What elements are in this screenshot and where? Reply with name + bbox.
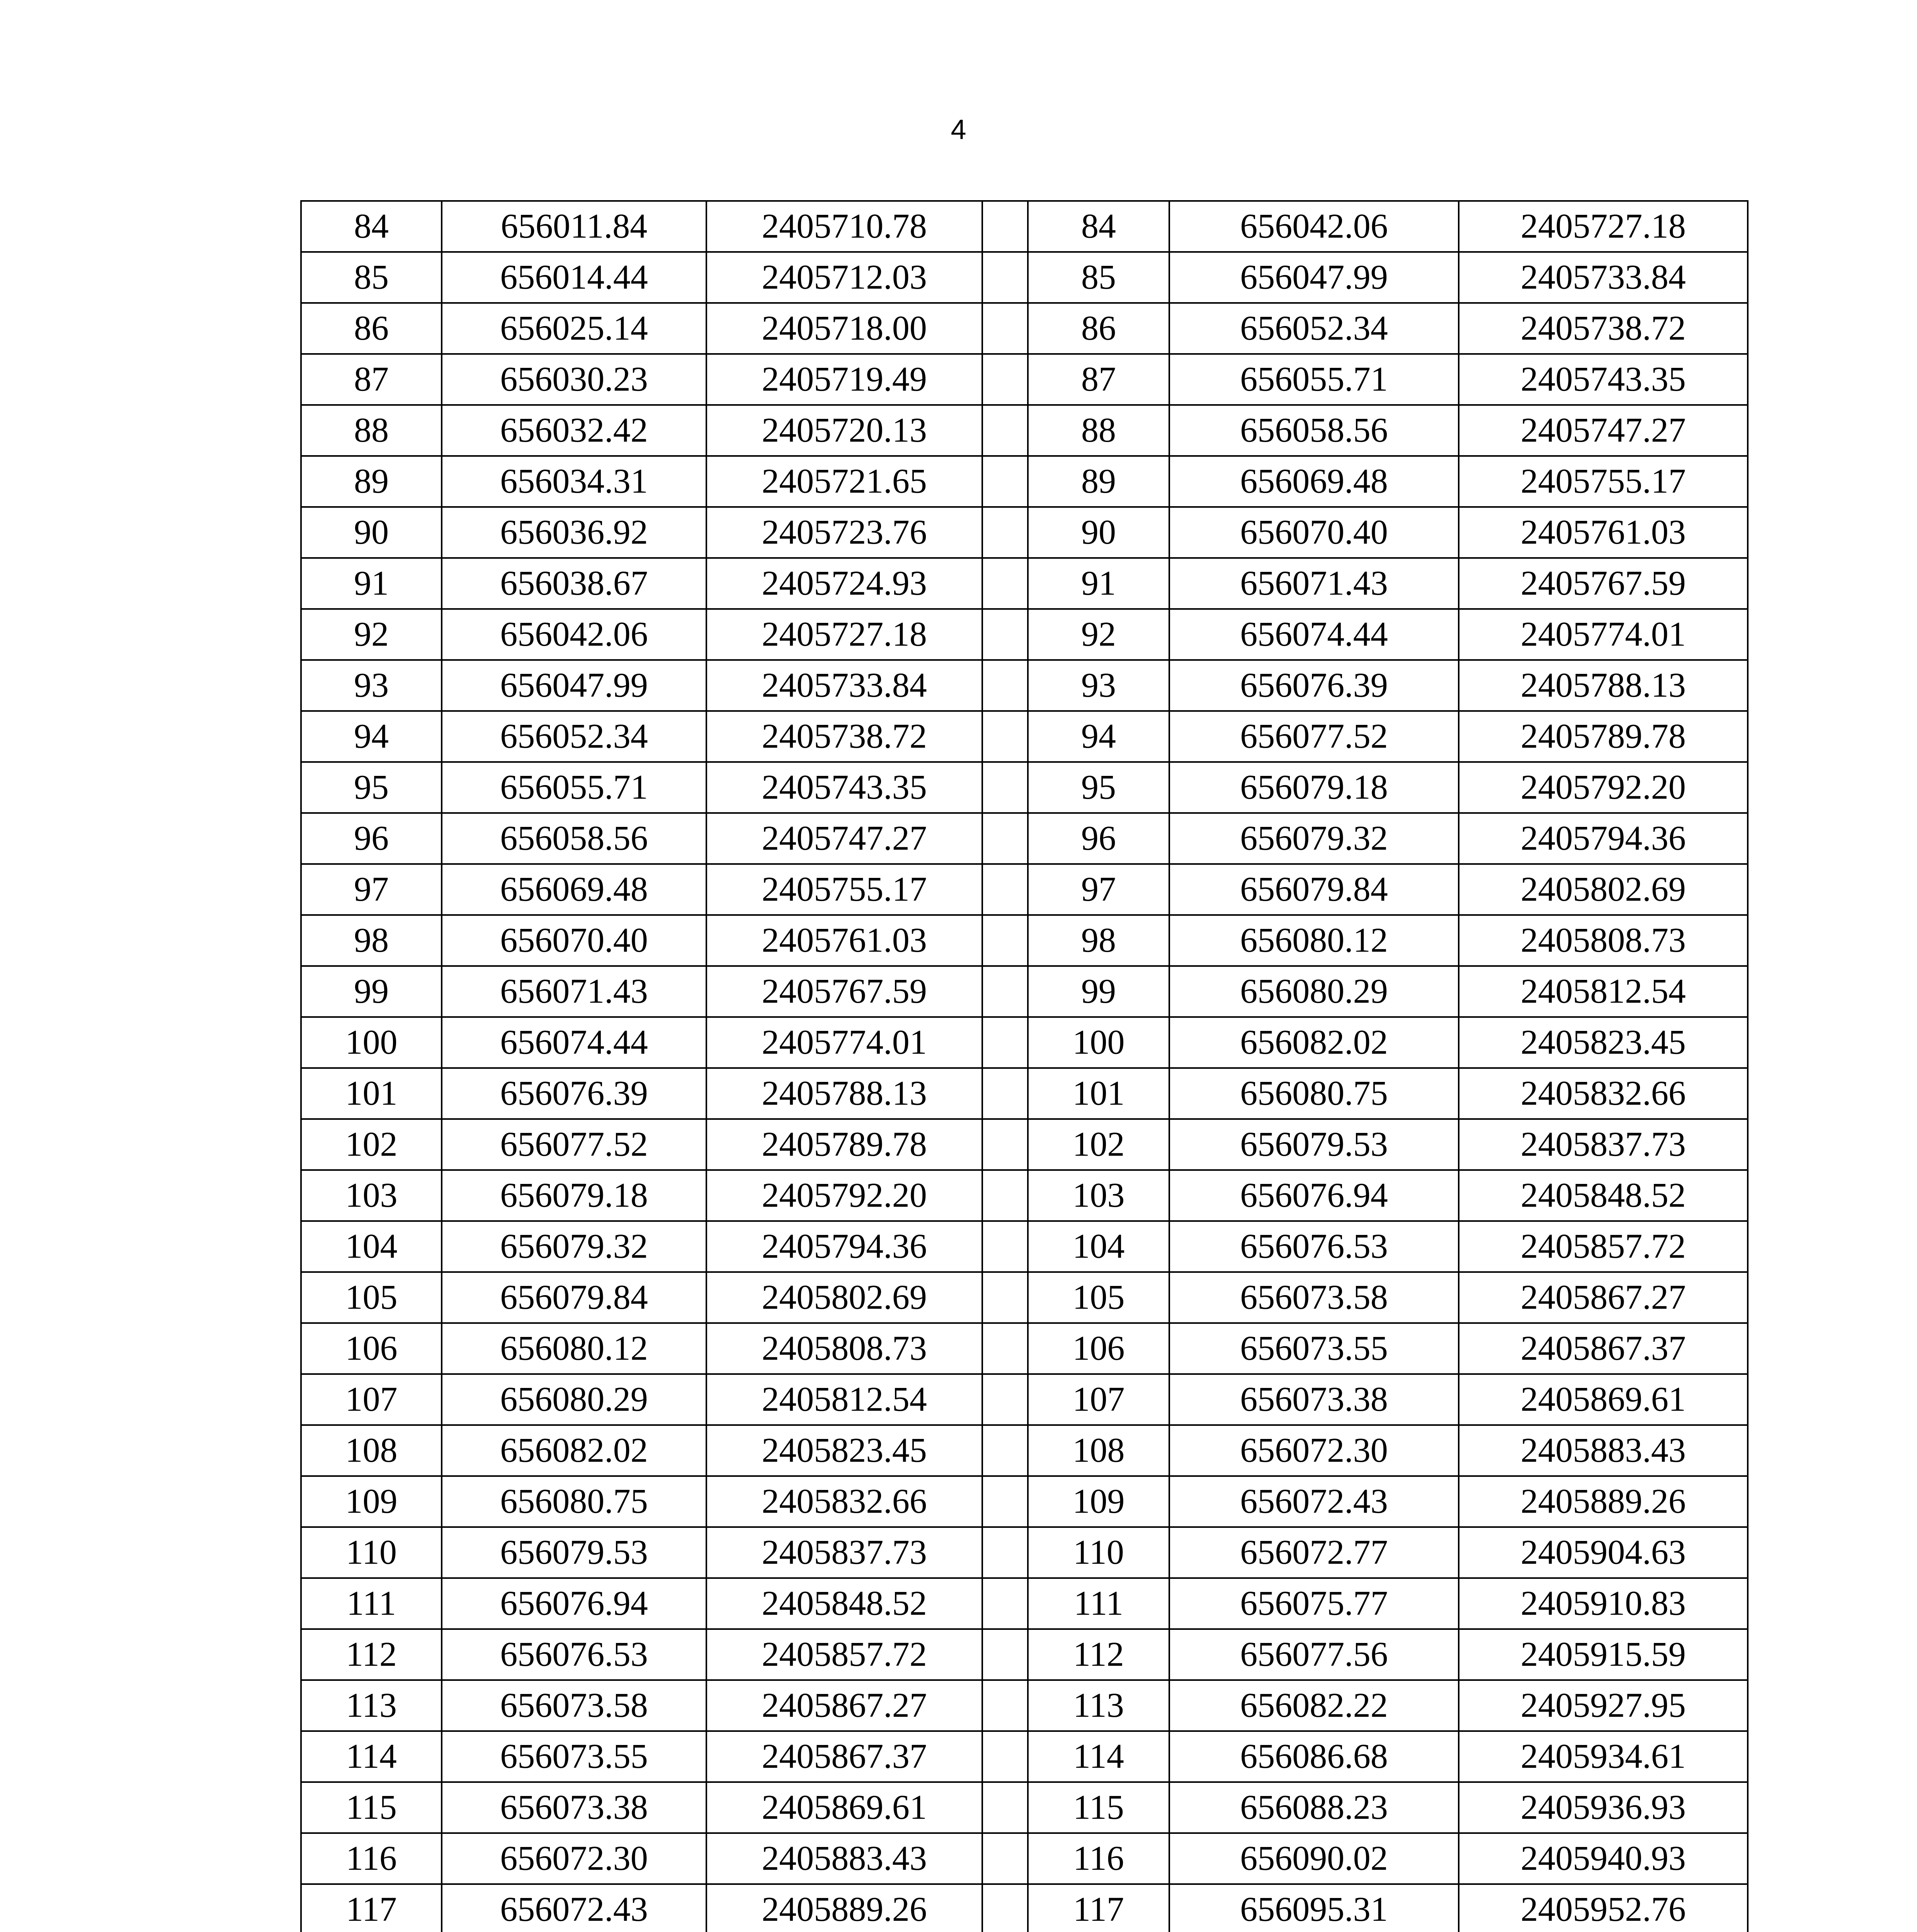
right-x-coordinate-cell: 656076.53 bbox=[1169, 1221, 1459, 1272]
left-point-number-cell: 93 bbox=[301, 660, 442, 711]
right-point-number-cell: 87 bbox=[1028, 354, 1169, 405]
right-x-coordinate-cell: 656080.12 bbox=[1169, 915, 1459, 966]
right-x-coordinate-cell: 656042.06 bbox=[1169, 201, 1459, 252]
left-x-coordinate-cell: 656079.32 bbox=[442, 1221, 706, 1272]
left-point-number-cell: 110 bbox=[301, 1527, 442, 1578]
left-y-coordinate-cell: 2405837.73 bbox=[706, 1527, 982, 1578]
left-x-coordinate-cell: 656079.53 bbox=[442, 1527, 706, 1578]
left-point-number-cell: 90 bbox=[301, 507, 442, 558]
right-y-coordinate-cell: 2405794.36 bbox=[1459, 813, 1748, 864]
right-x-coordinate-cell: 656076.39 bbox=[1169, 660, 1459, 711]
coordinate-table-body bbox=[301, 201, 1748, 1932]
left-point-number-cell: 91 bbox=[301, 558, 442, 609]
table-row bbox=[301, 1476, 1748, 1527]
left-point-number-cell: 114 bbox=[301, 1731, 442, 1782]
right-y-coordinate-cell: 2405934.61 bbox=[1459, 1731, 1748, 1782]
separator-cell bbox=[982, 1425, 1028, 1476]
left-point-number-cell: 104 bbox=[301, 1221, 442, 1272]
right-x-coordinate-cell: 656058.56 bbox=[1169, 405, 1459, 456]
table-row bbox=[301, 201, 1748, 252]
right-point-number-cell: 109 bbox=[1028, 1476, 1169, 1527]
right-x-coordinate-cell: 656077.56 bbox=[1169, 1629, 1459, 1680]
separator-cell bbox=[982, 762, 1028, 813]
separator-cell bbox=[982, 864, 1028, 915]
left-point-number-cell: 99 bbox=[301, 966, 442, 1017]
right-x-coordinate-cell: 656055.71 bbox=[1169, 354, 1459, 405]
table-row bbox=[301, 1578, 1748, 1629]
left-y-coordinate-cell: 2405710.78 bbox=[706, 201, 982, 252]
left-x-coordinate-cell: 656032.42 bbox=[442, 405, 706, 456]
right-x-coordinate-cell: 656047.99 bbox=[1169, 252, 1459, 303]
right-point-number-cell: 110 bbox=[1028, 1527, 1169, 1578]
right-y-coordinate-cell: 2405788.13 bbox=[1459, 660, 1748, 711]
right-y-coordinate-cell: 2405743.35 bbox=[1459, 354, 1748, 405]
left-x-coordinate-cell: 656058.56 bbox=[442, 813, 706, 864]
left-point-number-cell: 116 bbox=[301, 1833, 442, 1884]
left-point-number-cell: 86 bbox=[301, 303, 442, 354]
right-y-coordinate-cell: 2405802.69 bbox=[1459, 864, 1748, 915]
left-x-coordinate-cell: 656076.94 bbox=[442, 1578, 706, 1629]
table-row bbox=[301, 1629, 1748, 1680]
right-y-coordinate-cell: 2405733.84 bbox=[1459, 252, 1748, 303]
right-y-coordinate-cell: 2405812.54 bbox=[1459, 966, 1748, 1017]
right-x-coordinate-cell: 656072.43 bbox=[1169, 1476, 1459, 1527]
left-y-coordinate-cell: 2405792.20 bbox=[706, 1170, 982, 1221]
left-y-coordinate-cell: 2405812.54 bbox=[706, 1374, 982, 1425]
table-row bbox=[301, 1833, 1748, 1884]
table-row bbox=[301, 711, 1748, 762]
left-point-number-cell: 95 bbox=[301, 762, 442, 813]
left-point-number-cell: 100 bbox=[301, 1017, 442, 1068]
separator-cell bbox=[982, 558, 1028, 609]
right-x-coordinate-cell: 656072.30 bbox=[1169, 1425, 1459, 1476]
left-y-coordinate-cell: 2405723.76 bbox=[706, 507, 982, 558]
separator-cell bbox=[982, 1272, 1028, 1323]
right-point-number-cell: 117 bbox=[1028, 1884, 1169, 1932]
coordinate-table bbox=[300, 200, 1749, 1932]
left-y-coordinate-cell: 2405727.18 bbox=[706, 609, 982, 660]
right-x-coordinate-cell: 656071.43 bbox=[1169, 558, 1459, 609]
left-y-coordinate-cell: 2405867.37 bbox=[706, 1731, 982, 1782]
separator-cell bbox=[982, 1221, 1028, 1272]
left-x-coordinate-cell: 656030.23 bbox=[442, 354, 706, 405]
right-y-coordinate-cell: 2405883.43 bbox=[1459, 1425, 1748, 1476]
table-row bbox=[301, 864, 1748, 915]
left-x-coordinate-cell: 656073.38 bbox=[442, 1782, 706, 1833]
left-y-coordinate-cell: 2405767.59 bbox=[706, 966, 982, 1017]
right-y-coordinate-cell: 2405936.93 bbox=[1459, 1782, 1748, 1833]
left-x-coordinate-cell: 656011.84 bbox=[442, 201, 706, 252]
right-x-coordinate-cell: 656073.58 bbox=[1169, 1272, 1459, 1323]
right-point-number-cell: 89 bbox=[1028, 456, 1169, 507]
left-y-coordinate-cell: 2405761.03 bbox=[706, 915, 982, 966]
left-x-coordinate-cell: 656034.31 bbox=[442, 456, 706, 507]
left-x-coordinate-cell: 656038.67 bbox=[442, 558, 706, 609]
page-number: 4 bbox=[951, 114, 966, 145]
table-row bbox=[301, 558, 1748, 609]
right-point-number-cell: 107 bbox=[1028, 1374, 1169, 1425]
table-row bbox=[301, 1068, 1748, 1119]
right-point-number-cell: 100 bbox=[1028, 1017, 1169, 1068]
table-row bbox=[301, 405, 1748, 456]
table-row bbox=[301, 303, 1748, 354]
left-point-number-cell: 85 bbox=[301, 252, 442, 303]
right-x-coordinate-cell: 656073.38 bbox=[1169, 1374, 1459, 1425]
separator-cell bbox=[982, 354, 1028, 405]
left-x-coordinate-cell: 656052.34 bbox=[442, 711, 706, 762]
separator-cell bbox=[982, 1017, 1028, 1068]
right-x-coordinate-cell: 656080.29 bbox=[1169, 966, 1459, 1017]
left-y-coordinate-cell: 2405718.00 bbox=[706, 303, 982, 354]
left-point-number-cell: 98 bbox=[301, 915, 442, 966]
left-x-coordinate-cell: 656014.44 bbox=[442, 252, 706, 303]
separator-cell bbox=[982, 1323, 1028, 1374]
right-point-number-cell: 86 bbox=[1028, 303, 1169, 354]
separator-cell bbox=[982, 813, 1028, 864]
right-y-coordinate-cell: 2405867.27 bbox=[1459, 1272, 1748, 1323]
left-y-coordinate-cell: 2405738.72 bbox=[706, 711, 982, 762]
right-point-number-cell: 92 bbox=[1028, 609, 1169, 660]
left-point-number-cell: 96 bbox=[301, 813, 442, 864]
separator-cell bbox=[982, 915, 1028, 966]
table-row bbox=[301, 252, 1748, 303]
left-point-number-cell: 113 bbox=[301, 1680, 442, 1731]
left-y-coordinate-cell: 2405823.45 bbox=[706, 1425, 982, 1476]
left-x-coordinate-cell: 656055.71 bbox=[442, 762, 706, 813]
right-x-coordinate-cell: 656082.02 bbox=[1169, 1017, 1459, 1068]
table-row bbox=[301, 1119, 1748, 1170]
table-row bbox=[301, 915, 1748, 966]
separator-cell bbox=[982, 1527, 1028, 1578]
right-y-coordinate-cell: 2405837.73 bbox=[1459, 1119, 1748, 1170]
table-row bbox=[301, 1374, 1748, 1425]
separator-cell bbox=[982, 405, 1028, 456]
right-point-number-cell: 102 bbox=[1028, 1119, 1169, 1170]
right-x-coordinate-cell: 656086.68 bbox=[1169, 1731, 1459, 1782]
table-row bbox=[301, 1884, 1748, 1932]
right-point-number-cell: 91 bbox=[1028, 558, 1169, 609]
right-y-coordinate-cell: 2405915.59 bbox=[1459, 1629, 1748, 1680]
left-x-coordinate-cell: 656025.14 bbox=[442, 303, 706, 354]
left-x-coordinate-cell: 656082.02 bbox=[442, 1425, 706, 1476]
left-y-coordinate-cell: 2405733.84 bbox=[706, 660, 982, 711]
right-point-number-cell: 108 bbox=[1028, 1425, 1169, 1476]
table-row bbox=[301, 660, 1748, 711]
right-x-coordinate-cell: 656077.52 bbox=[1169, 711, 1459, 762]
left-point-number-cell: 103 bbox=[301, 1170, 442, 1221]
separator-cell bbox=[982, 507, 1028, 558]
right-point-number-cell: 97 bbox=[1028, 864, 1169, 915]
table-row bbox=[301, 354, 1748, 405]
left-y-coordinate-cell: 2405867.27 bbox=[706, 1680, 982, 1731]
right-y-coordinate-cell: 2405910.83 bbox=[1459, 1578, 1748, 1629]
right-point-number-cell: 105 bbox=[1028, 1272, 1169, 1323]
left-point-number-cell: 111 bbox=[301, 1578, 442, 1629]
left-x-coordinate-cell: 656080.12 bbox=[442, 1323, 706, 1374]
separator-cell bbox=[982, 1170, 1028, 1221]
left-x-coordinate-cell: 656036.92 bbox=[442, 507, 706, 558]
right-x-coordinate-cell: 656074.44 bbox=[1169, 609, 1459, 660]
separator-cell bbox=[982, 711, 1028, 762]
right-point-number-cell: 104 bbox=[1028, 1221, 1169, 1272]
right-x-coordinate-cell: 656079.32 bbox=[1169, 813, 1459, 864]
left-point-number-cell: 107 bbox=[301, 1374, 442, 1425]
right-point-number-cell: 111 bbox=[1028, 1578, 1169, 1629]
left-y-coordinate-cell: 2405869.61 bbox=[706, 1782, 982, 1833]
right-x-coordinate-cell: 656090.02 bbox=[1169, 1833, 1459, 1884]
right-y-coordinate-cell: 2405904.63 bbox=[1459, 1527, 1748, 1578]
separator-cell bbox=[982, 456, 1028, 507]
right-y-coordinate-cell: 2405738.72 bbox=[1459, 303, 1748, 354]
left-point-number-cell: 109 bbox=[301, 1476, 442, 1527]
right-y-coordinate-cell: 2405789.78 bbox=[1459, 711, 1748, 762]
separator-cell bbox=[982, 1680, 1028, 1731]
left-y-coordinate-cell: 2405743.35 bbox=[706, 762, 982, 813]
left-y-coordinate-cell: 2405747.27 bbox=[706, 813, 982, 864]
right-x-coordinate-cell: 656079.84 bbox=[1169, 864, 1459, 915]
table-row bbox=[301, 1017, 1748, 1068]
separator-cell bbox=[982, 1068, 1028, 1119]
left-y-coordinate-cell: 2405883.43 bbox=[706, 1833, 982, 1884]
right-point-number-cell: 112 bbox=[1028, 1629, 1169, 1680]
right-y-coordinate-cell: 2405832.66 bbox=[1459, 1068, 1748, 1119]
right-y-coordinate-cell: 2405889.26 bbox=[1459, 1476, 1748, 1527]
separator-cell bbox=[982, 1629, 1028, 1680]
right-x-coordinate-cell: 656079.18 bbox=[1169, 762, 1459, 813]
left-y-coordinate-cell: 2405802.69 bbox=[706, 1272, 982, 1323]
table-row bbox=[301, 1680, 1748, 1731]
left-x-coordinate-cell: 656077.52 bbox=[442, 1119, 706, 1170]
left-y-coordinate-cell: 2405755.17 bbox=[706, 864, 982, 915]
table-row bbox=[301, 1272, 1748, 1323]
table-row bbox=[301, 1731, 1748, 1782]
right-x-coordinate-cell: 656073.55 bbox=[1169, 1323, 1459, 1374]
right-point-number-cell: 116 bbox=[1028, 1833, 1169, 1884]
right-point-number-cell: 106 bbox=[1028, 1323, 1169, 1374]
left-point-number-cell: 102 bbox=[301, 1119, 442, 1170]
left-y-coordinate-cell: 2405808.73 bbox=[706, 1323, 982, 1374]
left-point-number-cell: 115 bbox=[301, 1782, 442, 1833]
table-row bbox=[301, 1323, 1748, 1374]
right-x-coordinate-cell: 656069.48 bbox=[1169, 456, 1459, 507]
right-point-number-cell: 90 bbox=[1028, 507, 1169, 558]
right-y-coordinate-cell: 2405867.37 bbox=[1459, 1323, 1748, 1374]
left-y-coordinate-cell: 2405794.36 bbox=[706, 1221, 982, 1272]
right-y-coordinate-cell: 2405857.72 bbox=[1459, 1221, 1748, 1272]
left-y-coordinate-cell: 2405857.72 bbox=[706, 1629, 982, 1680]
right-y-coordinate-cell: 2405792.20 bbox=[1459, 762, 1748, 813]
right-y-coordinate-cell: 2405755.17 bbox=[1459, 456, 1748, 507]
right-y-coordinate-cell: 2405869.61 bbox=[1459, 1374, 1748, 1425]
left-point-number-cell: 87 bbox=[301, 354, 442, 405]
right-x-coordinate-cell: 656072.77 bbox=[1169, 1527, 1459, 1578]
right-y-coordinate-cell: 2405761.03 bbox=[1459, 507, 1748, 558]
right-point-number-cell: 88 bbox=[1028, 405, 1169, 456]
left-y-coordinate-cell: 2405889.26 bbox=[706, 1884, 982, 1932]
right-y-coordinate-cell: 2405927.95 bbox=[1459, 1680, 1748, 1731]
right-y-coordinate-cell: 2405747.27 bbox=[1459, 405, 1748, 456]
right-y-coordinate-cell: 2405848.52 bbox=[1459, 1170, 1748, 1221]
left-y-coordinate-cell: 2405789.78 bbox=[706, 1119, 982, 1170]
separator-cell bbox=[982, 1578, 1028, 1629]
left-point-number-cell: 92 bbox=[301, 609, 442, 660]
left-x-coordinate-cell: 656080.29 bbox=[442, 1374, 706, 1425]
table-row bbox=[301, 1782, 1748, 1833]
left-y-coordinate-cell: 2405721.65 bbox=[706, 456, 982, 507]
right-x-coordinate-cell: 656052.34 bbox=[1169, 303, 1459, 354]
left-x-coordinate-cell: 656042.06 bbox=[442, 609, 706, 660]
table-row bbox=[301, 966, 1748, 1017]
right-point-number-cell: 95 bbox=[1028, 762, 1169, 813]
left-point-number-cell: 105 bbox=[301, 1272, 442, 1323]
left-point-number-cell: 106 bbox=[301, 1323, 442, 1374]
right-y-coordinate-cell: 2405952.76 bbox=[1459, 1884, 1748, 1932]
right-point-number-cell: 114 bbox=[1028, 1731, 1169, 1782]
right-point-number-cell: 113 bbox=[1028, 1680, 1169, 1731]
right-x-coordinate-cell: 656082.22 bbox=[1169, 1680, 1459, 1731]
separator-cell bbox=[982, 1374, 1028, 1425]
right-x-coordinate-cell: 656075.77 bbox=[1169, 1578, 1459, 1629]
left-point-number-cell: 88 bbox=[301, 405, 442, 456]
table-row bbox=[301, 1527, 1748, 1578]
left-x-coordinate-cell: 656079.84 bbox=[442, 1272, 706, 1323]
right-point-number-cell: 85 bbox=[1028, 252, 1169, 303]
right-x-coordinate-cell: 656079.53 bbox=[1169, 1119, 1459, 1170]
left-y-coordinate-cell: 2405720.13 bbox=[706, 405, 982, 456]
table-row bbox=[301, 813, 1748, 864]
right-y-coordinate-cell: 2405727.18 bbox=[1459, 201, 1748, 252]
table-row bbox=[301, 456, 1748, 507]
table-row bbox=[301, 1221, 1748, 1272]
table-row bbox=[301, 762, 1748, 813]
table-row bbox=[301, 507, 1748, 558]
left-x-coordinate-cell: 656073.58 bbox=[442, 1680, 706, 1731]
right-point-number-cell: 98 bbox=[1028, 915, 1169, 966]
left-x-coordinate-cell: 656069.48 bbox=[442, 864, 706, 915]
right-y-coordinate-cell: 2405774.01 bbox=[1459, 609, 1748, 660]
left-point-number-cell: 97 bbox=[301, 864, 442, 915]
left-x-coordinate-cell: 656080.75 bbox=[442, 1476, 706, 1527]
right-y-coordinate-cell: 2405940.93 bbox=[1459, 1833, 1748, 1884]
right-point-number-cell: 101 bbox=[1028, 1068, 1169, 1119]
right-x-coordinate-cell: 656070.40 bbox=[1169, 507, 1459, 558]
left-y-coordinate-cell: 2405774.01 bbox=[706, 1017, 982, 1068]
separator-cell bbox=[982, 660, 1028, 711]
table-row bbox=[301, 1170, 1748, 1221]
separator-cell bbox=[982, 1884, 1028, 1932]
right-point-number-cell: 103 bbox=[1028, 1170, 1169, 1221]
right-point-number-cell: 115 bbox=[1028, 1782, 1169, 1833]
left-x-coordinate-cell: 656073.55 bbox=[442, 1731, 706, 1782]
left-point-number-cell: 84 bbox=[301, 201, 442, 252]
right-point-number-cell: 99 bbox=[1028, 966, 1169, 1017]
separator-cell bbox=[982, 252, 1028, 303]
separator-cell bbox=[982, 303, 1028, 354]
right-point-number-cell: 94 bbox=[1028, 711, 1169, 762]
table-row bbox=[301, 1425, 1748, 1476]
table-row bbox=[301, 609, 1748, 660]
left-y-coordinate-cell: 2405712.03 bbox=[706, 252, 982, 303]
right-point-number-cell: 84 bbox=[1028, 201, 1169, 252]
left-point-number-cell: 112 bbox=[301, 1629, 442, 1680]
left-point-number-cell: 101 bbox=[301, 1068, 442, 1119]
left-x-coordinate-cell: 656047.99 bbox=[442, 660, 706, 711]
left-x-coordinate-cell: 656072.43 bbox=[442, 1884, 706, 1932]
separator-cell bbox=[982, 1731, 1028, 1782]
right-x-coordinate-cell: 656076.94 bbox=[1169, 1170, 1459, 1221]
left-x-coordinate-cell: 656074.44 bbox=[442, 1017, 706, 1068]
right-y-coordinate-cell: 2405767.59 bbox=[1459, 558, 1748, 609]
separator-cell bbox=[982, 609, 1028, 660]
left-point-number-cell: 117 bbox=[301, 1884, 442, 1932]
left-x-coordinate-cell: 656070.40 bbox=[442, 915, 706, 966]
left-point-number-cell: 89 bbox=[301, 456, 442, 507]
right-y-coordinate-cell: 2405823.45 bbox=[1459, 1017, 1748, 1068]
separator-cell bbox=[982, 1476, 1028, 1527]
left-point-number-cell: 94 bbox=[301, 711, 442, 762]
left-y-coordinate-cell: 2405832.66 bbox=[706, 1476, 982, 1527]
right-point-number-cell: 96 bbox=[1028, 813, 1169, 864]
left-x-coordinate-cell: 656079.18 bbox=[442, 1170, 706, 1221]
separator-cell bbox=[982, 201, 1028, 252]
right-x-coordinate-cell: 656095.31 bbox=[1169, 1884, 1459, 1932]
left-y-coordinate-cell: 2405719.49 bbox=[706, 354, 982, 405]
separator-cell bbox=[982, 966, 1028, 1017]
left-point-number-cell: 108 bbox=[301, 1425, 442, 1476]
left-y-coordinate-cell: 2405724.93 bbox=[706, 558, 982, 609]
left-x-coordinate-cell: 656072.30 bbox=[442, 1833, 706, 1884]
left-y-coordinate-cell: 2405848.52 bbox=[706, 1578, 982, 1629]
separator-cell bbox=[982, 1833, 1028, 1884]
left-x-coordinate-cell: 656076.39 bbox=[442, 1068, 706, 1119]
right-x-coordinate-cell: 656080.75 bbox=[1169, 1068, 1459, 1119]
separator-cell bbox=[982, 1782, 1028, 1833]
left-x-coordinate-cell: 656076.53 bbox=[442, 1629, 706, 1680]
left-x-coordinate-cell: 656071.43 bbox=[442, 966, 706, 1017]
separator-cell bbox=[982, 1119, 1028, 1170]
right-point-number-cell: 93 bbox=[1028, 660, 1169, 711]
right-y-coordinate-cell: 2405808.73 bbox=[1459, 915, 1748, 966]
left-y-coordinate-cell: 2405788.13 bbox=[706, 1068, 982, 1119]
right-x-coordinate-cell: 656088.23 bbox=[1169, 1782, 1459, 1833]
